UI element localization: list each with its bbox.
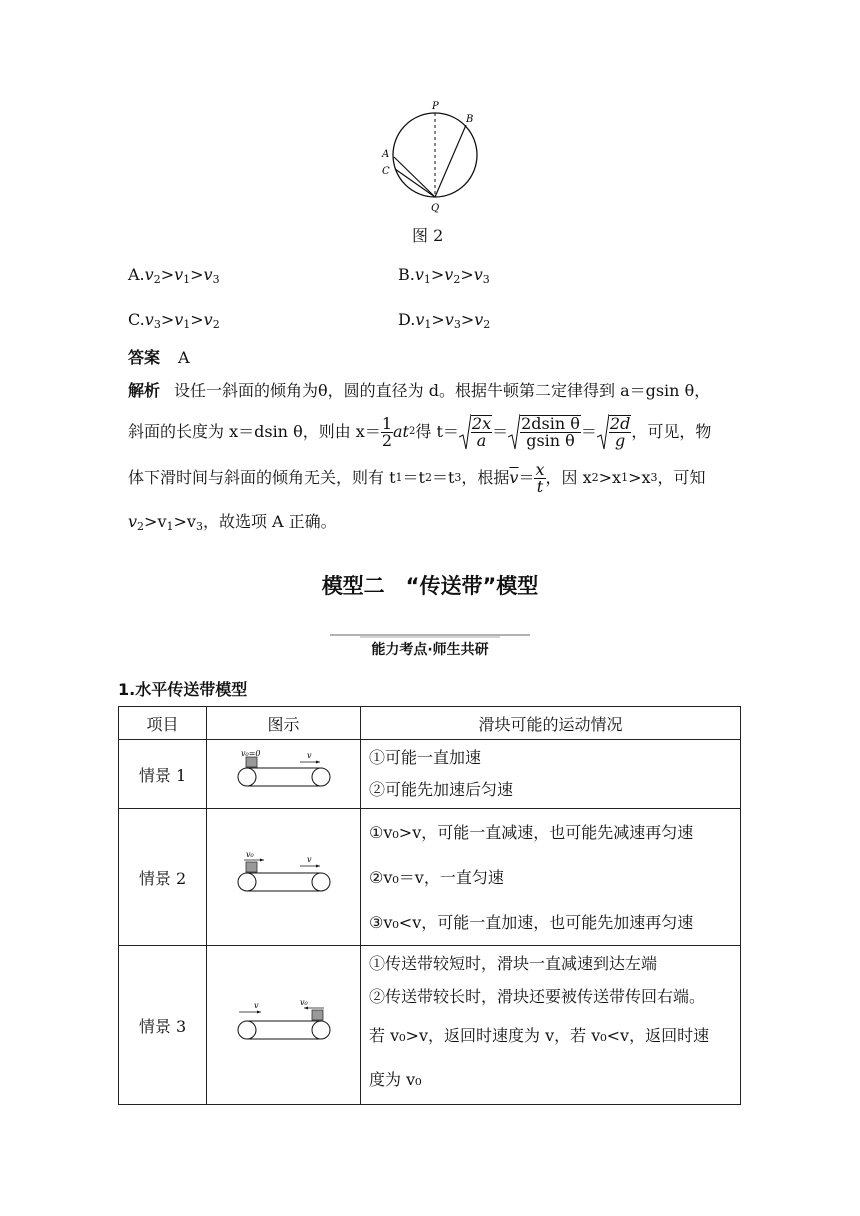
- row-1-item: 情景 1: [119, 740, 207, 809]
- f4-num: x: [535, 459, 545, 479]
- analysis-text-3c: ＝t: [431, 468, 455, 487]
- analysis-line-3: [128, 458, 706, 498]
- analysis-text-3f: ，因 x: [545, 468, 592, 487]
- option-d-s1: 1: [424, 318, 432, 331]
- option-c-v3: v: [203, 310, 213, 329]
- option-b-g2: >: [460, 265, 474, 284]
- frac-3: [609, 415, 631, 449]
- fig3-v0-label: v₀: [299, 1000, 308, 1007]
- analysis-text-3d: ，根据: [461, 468, 510, 487]
- row-2-item: 情景 2: [119, 809, 207, 946]
- analysis-sub-4-1: 2: [137, 520, 145, 533]
- half-den: 2: [381, 430, 393, 450]
- conveyor-table: [118, 706, 741, 1105]
- row-2-motion: [361, 809, 741, 946]
- section-title: 模型二 “传送带”模型: [321, 574, 539, 598]
- answer-line: [128, 348, 190, 368]
- option-c-prefix: C.: [128, 310, 145, 329]
- analysis-text-3i: ，可知: [657, 468, 706, 487]
- sqrt-3: [597, 413, 631, 451]
- analysis-text-2d: ，可见，物: [631, 422, 712, 441]
- analysis-line-1: [128, 381, 710, 401]
- radical-sign-icon: [597, 413, 609, 451]
- table-row: [119, 740, 741, 809]
- figure-2-diagram: [375, 100, 495, 218]
- analysis-text-4d: ，故选项 A 正确。: [202, 512, 337, 531]
- banner-rule: [330, 633, 530, 639]
- option-d-v1: v: [415, 310, 425, 329]
- analysis-sub-3-5: 1: [621, 471, 629, 484]
- answer-value: A: [178, 348, 190, 367]
- fig1-v-label: v: [306, 751, 312, 760]
- analysis-line-2: [128, 412, 711, 452]
- analysis-text-2a: 斜面的长度为 x＝dsin θ，则由 x＝: [128, 422, 381, 441]
- sqrt-2: [508, 413, 581, 451]
- conveyor-belt-diagram: [234, 750, 334, 794]
- label-B: B: [466, 114, 474, 125]
- fig3-v-label: v: [253, 1001, 259, 1010]
- analysis-text-1: 设任一斜面的倾角为θ，圆的直径为 d。根据牛顿第二定律得到 a＝gsin θ，: [174, 381, 711, 400]
- option-b: [398, 265, 490, 290]
- f1-den: a: [476, 431, 487, 450]
- fig2-v0-label: v₀: [245, 852, 254, 859]
- f3-den: g: [614, 431, 626, 450]
- radical-sign-icon: [459, 413, 471, 451]
- analysis-eq-2: ＝: [580, 422, 597, 441]
- row-1-figure: [207, 740, 361, 809]
- option-b-v1: v: [414, 265, 424, 284]
- option-c-g2: >: [190, 310, 204, 329]
- analysis-sub-3-3: 3: [454, 471, 462, 484]
- option-d-prefix: D.: [398, 310, 416, 329]
- option-c-v2: v: [174, 310, 184, 329]
- row-3-line-3: 若 v₀>v，返回时速度为 v，若 v₀<v，返回时速: [369, 1026, 710, 1045]
- frac-4: [534, 459, 545, 496]
- option-a-s3: 3: [212, 273, 220, 286]
- section-banner: 能力考点·师生共研: [371, 642, 489, 658]
- option-d-s2: 3: [453, 318, 461, 331]
- option-d-g2: >: [460, 310, 475, 329]
- label-C: C: [382, 166, 390, 177]
- radical-sign-icon: [508, 413, 520, 451]
- analysis-sub-3-1: 1: [395, 471, 403, 484]
- conveyor-belt-diagram: [234, 1000, 334, 1046]
- frac-1: [471, 415, 492, 449]
- label-P: P: [432, 101, 439, 112]
- option-a-v2: v: [174, 265, 184, 284]
- option-c-s1: 3: [153, 318, 161, 331]
- option-c-g1: >: [160, 310, 175, 329]
- subheading: 1.水平传送带模型: [118, 680, 248, 699]
- analysis-sub-3-4: 2: [591, 471, 599, 484]
- v-bar: $\overline{v}$: [509, 468, 519, 487]
- figure-2-caption: 图 2: [412, 226, 444, 245]
- option-b-s2: 2: [453, 273, 461, 286]
- row-2-line-3: ③v₀<v，可能一直加速，也可能先加速再匀速: [369, 912, 694, 932]
- analysis-text-2c: 得 t＝: [415, 422, 459, 441]
- option-a-v3: v: [203, 265, 213, 284]
- analysis-sup-2: 2: [408, 426, 416, 437]
- fig1-v0-label: v₀=0: [240, 750, 261, 758]
- option-d: [398, 310, 490, 335]
- analysis-text-3b: ＝t: [402, 468, 425, 487]
- analysis-text-4c: >v: [173, 512, 196, 531]
- analysis-sub-4-3: 3: [195, 520, 203, 533]
- analysis-sub-3-2: 2: [424, 471, 432, 484]
- analysis-text-4a: v: [128, 512, 138, 531]
- table-row: [119, 946, 741, 1105]
- row-3-line-4: 度为 v₀: [369, 1070, 422, 1089]
- row-3-line-2: ②传送带较长时，滑块还要被传送带传回右端。: [369, 987, 706, 1006]
- row-1-line-2: ②可能先加速后匀速: [369, 780, 514, 799]
- row-3-figure: [207, 946, 361, 1105]
- analysis-text-2b: at: [393, 422, 409, 441]
- row-2-figure: [207, 809, 361, 946]
- half-num: 1: [381, 413, 393, 433]
- f1-num: 2x: [471, 414, 492, 433]
- table-row: [119, 809, 741, 946]
- option-b-g1: >: [430, 265, 445, 284]
- option-c-v1: v: [144, 310, 154, 329]
- row-2-line-2: ②v₀＝v，一直匀速: [369, 867, 504, 887]
- f3-num: 2d: [609, 414, 631, 433]
- answer-label: 答案: [128, 348, 161, 367]
- row-1-motion: [361, 740, 741, 809]
- option-d-s3: 2: [483, 318, 491, 331]
- option-a-g2: >: [190, 265, 204, 284]
- f2-num: 2dsin θ: [521, 414, 580, 433]
- analysis-eq-1: ＝: [492, 422, 509, 441]
- option-b-v2: v: [444, 265, 454, 284]
- option-d-g1: >: [431, 310, 445, 329]
- option-b-v3: v: [473, 265, 483, 284]
- table-header-row: [119, 707, 741, 740]
- header-motion: 滑块可能的运动情况: [361, 707, 741, 740]
- option-a-g1: >: [160, 265, 175, 284]
- option-d-v2: v: [444, 310, 454, 329]
- header-item: 项目: [119, 707, 207, 740]
- fig2-v-label: v: [306, 855, 312, 864]
- analysis-sub-4-2: 1: [166, 520, 174, 533]
- option-a-prefix: A.: [128, 265, 145, 284]
- option-b-s3: 3: [482, 273, 490, 286]
- analysis-text-3a: 体下滑时间与斜面的倾角无关，则有 t: [128, 468, 396, 487]
- analysis-text-3e: ＝: [518, 468, 535, 487]
- row-3-item: 情景 3: [119, 946, 207, 1105]
- option-b-s1: 1: [423, 273, 431, 286]
- option-d-v3: v: [474, 310, 484, 329]
- header-figure: 图示: [207, 707, 361, 740]
- row-3-line-1: ①传送带较短时，滑块一直减速到达左端: [369, 954, 658, 973]
- option-c: [128, 310, 220, 335]
- analysis-text-3h: >x: [628, 468, 651, 487]
- option-a-s1: 2: [153, 273, 161, 286]
- analysis-line-4: [128, 512, 337, 537]
- label-Q: Q: [431, 203, 440, 214]
- frac-2: [520, 415, 581, 449]
- analysis-label: 解析: [128, 381, 161, 400]
- analysis-text-4b: >v: [144, 512, 167, 531]
- row-2-line-1: ①v₀>v，可能一直减速，也可能先减速再匀速: [369, 822, 694, 842]
- fraction-half: [381, 413, 393, 450]
- option-a-v1: v: [144, 265, 154, 284]
- f4-den: t: [536, 476, 544, 496]
- f2-den: gsin θ: [526, 431, 575, 450]
- option-a: [128, 265, 220, 290]
- option-a-s2: 1: [183, 273, 191, 286]
- option-c-s3: 2: [212, 318, 220, 331]
- conveyor-belt-diagram: [234, 852, 334, 898]
- sqrt-1: [459, 413, 492, 451]
- label-A: A: [382, 149, 390, 160]
- row-3-motion: [361, 946, 741, 1105]
- row-1-line-1: ①可能一直加速: [369, 748, 482, 767]
- option-b-prefix: B.: [398, 265, 415, 284]
- analysis-text-3g: >x: [598, 468, 622, 487]
- option-c-s2: 1: [183, 318, 191, 331]
- analysis-sub-3-6: 3: [650, 471, 658, 484]
